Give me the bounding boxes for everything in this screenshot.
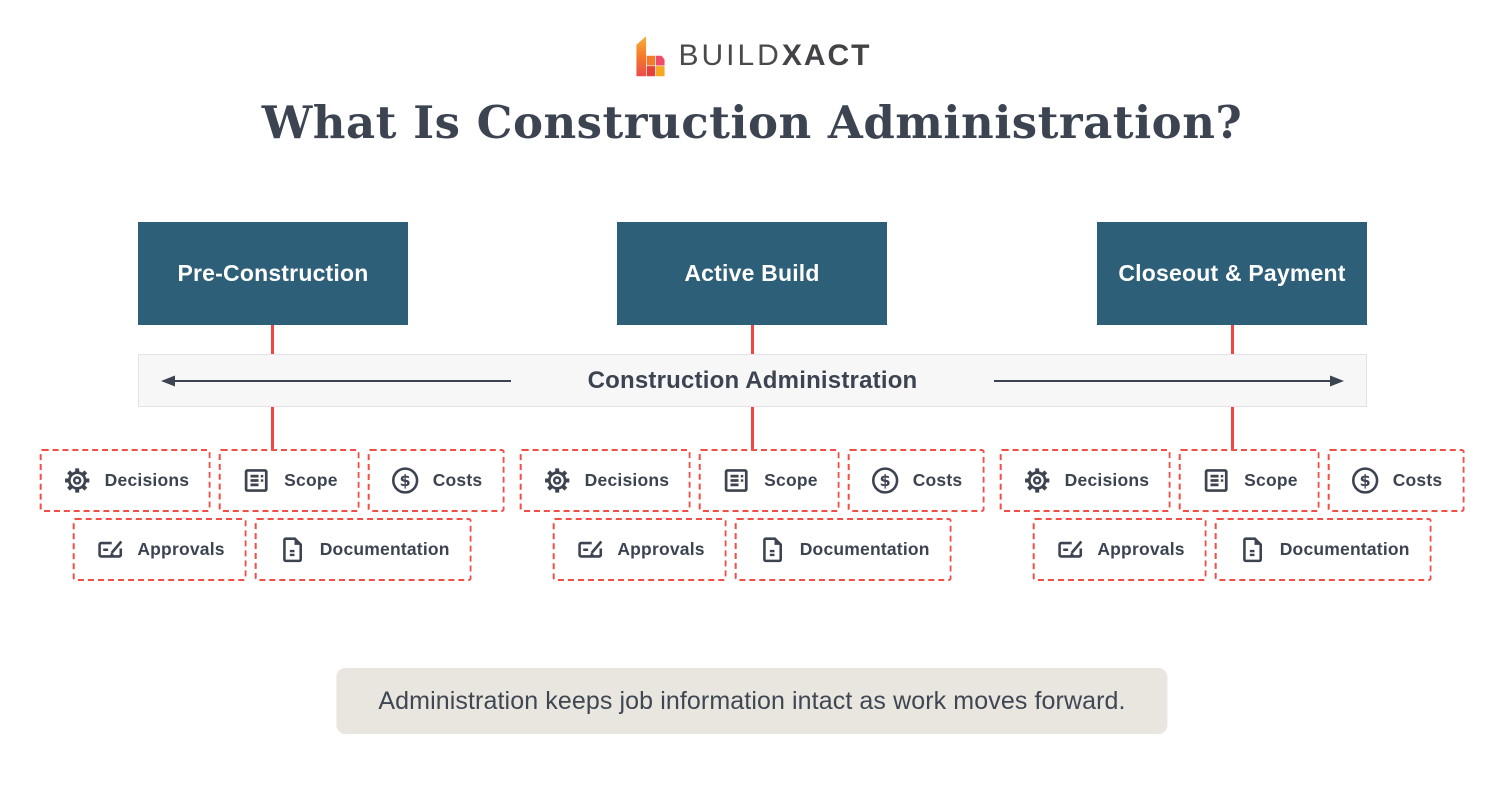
- phase-label: Active Build: [684, 260, 820, 286]
- phase-box-active-build: [617, 222, 887, 325]
- chip-label: Approvals: [137, 539, 225, 559]
- chip-decisions: [520, 449, 691, 512]
- right-arrow-icon: [994, 374, 1344, 388]
- chip-scope: [1179, 449, 1320, 512]
- chip-label: Documentation: [319, 539, 450, 559]
- gear-icon: [62, 465, 93, 496]
- dollar-icon: [1350, 465, 1381, 496]
- chip-label: Decisions: [584, 470, 670, 490]
- chip-approvals: [1032, 518, 1206, 581]
- chip-approvals: [552, 518, 726, 581]
- document-icon: [1237, 534, 1268, 565]
- chip-label: Scope: [284, 470, 338, 490]
- chip-label: Approvals: [1097, 539, 1185, 559]
- logo-wordmark: [678, 39, 871, 73]
- chip-label: Approvals: [617, 539, 705, 559]
- chip-costs: [1328, 449, 1465, 512]
- chip-documentation: [1215, 518, 1432, 581]
- chip-label: Decisions: [104, 470, 190, 490]
- logo-text-xact: XACT: [781, 39, 872, 72]
- chip-costs: [848, 449, 985, 512]
- chip-label: Documentation: [799, 539, 930, 559]
- chip-decisions: [1000, 449, 1171, 512]
- chip-label: Scope: [1244, 470, 1298, 490]
- signature-icon: [1054, 534, 1085, 565]
- chip-row: [1000, 449, 1465, 512]
- signature-icon: [574, 534, 605, 565]
- list-icon: [721, 465, 752, 496]
- chip-approvals: [72, 518, 246, 581]
- timeline-label: Construction Administration: [587, 366, 918, 394]
- chip-label: Documentation: [1279, 539, 1410, 559]
- list-icon: [241, 465, 272, 496]
- document-icon: [277, 534, 308, 565]
- gear-icon: [1022, 465, 1053, 496]
- logo-text-build: BUILD: [678, 39, 782, 72]
- chip-group-pre-construction: [40, 449, 505, 581]
- chip-decisions: [40, 449, 211, 512]
- page-title: What Is Construction Administration?: [261, 96, 1243, 149]
- chip-label: Costs: [432, 470, 483, 490]
- chip-scope: [699, 449, 840, 512]
- phase-label: Closeout & Payment: [1118, 260, 1346, 286]
- chip-label: Costs: [1392, 470, 1443, 490]
- timeline-bar: [138, 354, 1367, 407]
- chip-row: [1032, 518, 1431, 581]
- chip-row: [520, 449, 985, 512]
- chip-group-active-build: [520, 449, 985, 581]
- phase-box-pre-construction: [138, 222, 408, 325]
- chip-label: Scope: [764, 470, 818, 490]
- chip-scope: [219, 449, 360, 512]
- gear-icon: [542, 465, 573, 496]
- phase-label: Pre-Construction: [177, 260, 369, 286]
- buildxact-logo: [0, 33, 1504, 79]
- dollar-icon: [390, 465, 421, 496]
- chip-documentation: [735, 518, 952, 581]
- chip-label: Decisions: [1064, 470, 1150, 490]
- dollar-icon: [870, 465, 901, 496]
- chip-row: [40, 449, 505, 512]
- chip-documentation: [255, 518, 472, 581]
- chip-row: [72, 518, 471, 581]
- chip-group-closeout-payment: [1000, 449, 1465, 581]
- chip-row: [552, 518, 951, 581]
- chip-costs: [368, 449, 505, 512]
- buildxact-b-icon: [632, 33, 669, 79]
- chip-label: Costs: [912, 470, 963, 490]
- phase-box-closeout-payment: [1097, 222, 1367, 325]
- signature-icon: [94, 534, 125, 565]
- left-arrow-icon: [161, 374, 511, 388]
- list-icon: [1201, 465, 1232, 496]
- footer-note: Administration keeps job information intact as work moves forward.: [336, 668, 1167, 734]
- document-icon: [757, 534, 788, 565]
